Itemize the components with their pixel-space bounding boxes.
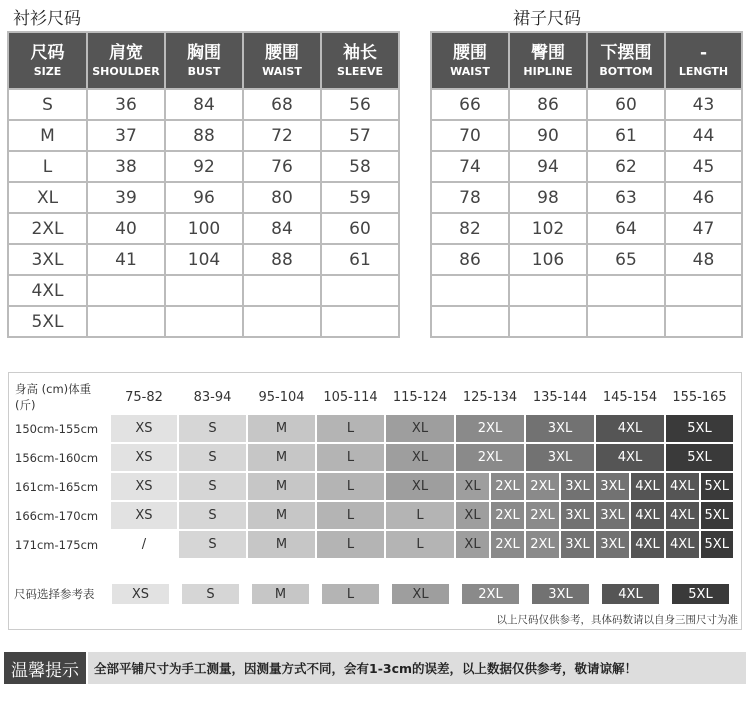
size-option: 2XL <box>526 473 559 500</box>
header-en: HIPLINE <box>523 64 573 78</box>
weight-range-header: 135-144 <box>526 381 594 413</box>
ref-row <box>13 502 733 529</box>
legend-label: 尺码选择参考表 <box>14 587 95 601</box>
size-cell: M <box>248 415 315 442</box>
size-cell: L <box>317 473 384 500</box>
height-weight-reference-table <box>11 379 735 560</box>
header-en: LENGTH <box>678 64 729 78</box>
size-cell <box>456 531 524 558</box>
split-size-cell <box>596 473 664 500</box>
size-cell <box>666 502 733 529</box>
skirt-cell: 98 <box>509 182 587 213</box>
split-size-cell <box>596 502 664 529</box>
skirt-header-cell <box>665 32 742 89</box>
legend-chip: XS <box>112 584 169 604</box>
skirt-size-title: 裙子尺码 <box>513 9 581 29</box>
size-option: 3XL <box>559 473 594 500</box>
size-cell <box>596 502 664 529</box>
shirt-cell: 88 <box>165 120 243 151</box>
size-cell: 2XL <box>456 415 524 442</box>
size-option: 3XL <box>596 531 629 558</box>
size-option: 2XL <box>489 502 524 529</box>
shirt-header-cell <box>321 32 399 89</box>
skirt-cell: 47 <box>665 213 742 244</box>
shirt-cell: 3XL <box>8 244 87 275</box>
shirt-cell: 100 <box>165 213 243 244</box>
shirt-cell <box>165 306 243 337</box>
skirt-cell: 65 <box>587 244 665 275</box>
size-option: 4XL <box>666 473 699 500</box>
size-cell: / <box>111 531 177 558</box>
skirt-row <box>431 306 742 337</box>
size-cell: 3XL <box>526 444 594 471</box>
height-range-label: 161cm-165cm <box>13 473 109 500</box>
size-cell: S <box>179 531 246 558</box>
shirt-cell <box>87 275 165 306</box>
shirt-header-cell <box>8 32 87 89</box>
shirt-cell: 4XL <box>8 275 87 306</box>
skirt-size-table <box>430 31 743 338</box>
skirt-cell: 44 <box>665 120 742 151</box>
size-option: XL <box>456 531 489 558</box>
skirt-cell: 74 <box>431 151 509 182</box>
skirt-header-cell <box>509 32 587 89</box>
shirt-cell: 40 <box>87 213 165 244</box>
shirt-cell: XL <box>8 182 87 213</box>
shirt-cell: 60 <box>321 213 399 244</box>
header-en: BOTTOM <box>599 64 653 78</box>
shirt-size-table <box>7 31 400 338</box>
skirt-cell <box>431 275 509 306</box>
size-cell <box>596 473 664 500</box>
skirt-cell: 90 <box>509 120 587 151</box>
size-option: 3XL <box>559 502 594 529</box>
shirt-cell: 80 <box>243 182 321 213</box>
shirt-row <box>8 151 399 182</box>
skirt-cell <box>509 306 587 337</box>
shirt-cell: 61 <box>321 244 399 275</box>
size-cell: S <box>179 502 246 529</box>
size-cell: 5XL <box>666 415 733 442</box>
skirt-cell: 46 <box>665 182 742 213</box>
shirt-row <box>8 182 399 213</box>
skirt-row <box>431 275 742 306</box>
shirt-cell: 72 <box>243 120 321 151</box>
height-range-label: 166cm-170cm <box>13 502 109 529</box>
shirt-cell <box>165 275 243 306</box>
size-cell: XL <box>386 444 454 471</box>
shirt-cell: 58 <box>321 151 399 182</box>
size-option: 3XL <box>596 502 629 529</box>
skirt-cell: 61 <box>587 120 665 151</box>
size-cell: 4XL <box>596 444 664 471</box>
skirt-cell: 66 <box>431 89 509 120</box>
size-option: 4XL <box>629 502 664 529</box>
weight-range-header: 105-114 <box>317 381 384 413</box>
header-zh: 腰围 <box>265 42 299 63</box>
weight-range-header: 83-94 <box>179 381 246 413</box>
size-cell: M <box>248 473 315 500</box>
size-cell: S <box>179 415 246 442</box>
skirt-row <box>431 182 742 213</box>
size-option: 2XL <box>489 531 524 558</box>
shirt-row <box>8 120 399 151</box>
shirt-row <box>8 244 399 275</box>
shirt-cell: M <box>8 120 87 151</box>
skirt-cell <box>665 306 742 337</box>
shirt-cell <box>87 306 165 337</box>
height-range-label: 150cm-155cm <box>13 415 109 442</box>
size-cell: M <box>248 444 315 471</box>
header-en: WAIST <box>450 64 490 78</box>
size-cell <box>456 502 524 529</box>
size-option: 5XL <box>699 502 734 529</box>
size-cell: XS <box>111 473 177 500</box>
header-zh: 下摆围 <box>600 42 652 63</box>
shirt-cell: L <box>8 151 87 182</box>
size-option: 2XL <box>489 473 524 500</box>
header-zh: 袖长 <box>343 42 377 63</box>
shirt-cell: 104 <box>165 244 243 275</box>
legend-chip: 5XL <box>672 584 729 604</box>
size-cell: 5XL <box>666 444 733 471</box>
size-cell: 2XL <box>456 444 524 471</box>
shirt-cell: 57 <box>321 120 399 151</box>
header-en: SHOULDER <box>92 64 160 78</box>
skirt-cell: 45 <box>665 151 742 182</box>
skirt-cell: 86 <box>509 89 587 120</box>
size-cell: XL <box>386 415 454 442</box>
weight-range-header: 115-124 <box>386 381 454 413</box>
size-option: 4XL <box>629 531 664 558</box>
shirt-cell: 36 <box>87 89 165 120</box>
skirt-cell: 102 <box>509 213 587 244</box>
tip-text: 全部平铺尺寸为手工测量，因测量方式不同，会有1-3cm的误差，以上数据仅供参考，敬请谅解！ <box>88 652 746 684</box>
size-cell: S <box>179 473 246 500</box>
size-cell: XS <box>111 502 177 529</box>
shirt-header-cell <box>243 32 321 89</box>
skirt-header-cell <box>587 32 665 89</box>
skirt-cell <box>587 306 665 337</box>
shirt-row <box>8 275 399 306</box>
shirt-cell: 84 <box>243 213 321 244</box>
shirt-size-title: 衬衫尺码 <box>13 9 81 29</box>
shirt-cell: 84 <box>165 89 243 120</box>
shirt-cell: 5XL <box>8 306 87 337</box>
shirt-cell <box>243 275 321 306</box>
ref-row <box>13 415 733 442</box>
legend-chip: S <box>182 584 239 604</box>
shirt-header-cell <box>87 32 165 89</box>
size-cell: XS <box>111 444 177 471</box>
shirt-cell: 38 <box>87 151 165 182</box>
skirt-row <box>431 151 742 182</box>
ref-header-row <box>13 381 733 413</box>
split-size-cell <box>526 502 594 529</box>
header-en: SLEEVE <box>337 64 383 78</box>
size-cell <box>456 473 524 500</box>
size-cell: 3XL <box>526 415 594 442</box>
size-cell: L <box>317 531 384 558</box>
shirt-cell: 56 <box>321 89 399 120</box>
shirt-row <box>8 89 399 120</box>
weight-range-header: 155-165 <box>666 381 733 413</box>
shirt-row <box>8 213 399 244</box>
skirt-cell <box>431 306 509 337</box>
skirt-row <box>431 213 742 244</box>
skirt-cell <box>587 275 665 306</box>
split-size-cell <box>666 473 733 500</box>
shirt-cell <box>321 306 399 337</box>
size-cell: M <box>248 531 315 558</box>
legend-chip: 2XL <box>462 584 519 604</box>
skirt-cell: 82 <box>431 213 509 244</box>
shirt-cell: 68 <box>243 89 321 120</box>
split-size-cell <box>666 502 733 529</box>
header-zh: 尺码 <box>30 42 65 63</box>
skirt-cell: 43 <box>665 89 742 120</box>
skirt-cell: 106 <box>509 244 587 275</box>
ref-row <box>13 531 733 558</box>
skirt-cell: 86 <box>431 244 509 275</box>
legend-chip: 4XL <box>602 584 659 604</box>
size-cell <box>666 473 733 500</box>
size-option: XL <box>456 502 489 529</box>
skirt-cell: 78 <box>431 182 509 213</box>
size-legend <box>14 583 742 605</box>
skirt-row <box>431 120 742 151</box>
height-range-label: 156cm-160cm <box>13 444 109 471</box>
tip-tag: 温馨提示 <box>4 652 86 684</box>
shirt-cell: 76 <box>243 151 321 182</box>
shirt-cell: 39 <box>87 182 165 213</box>
header-en: WAIST <box>262 64 302 78</box>
shirt-cell: S <box>8 89 87 120</box>
size-cell: XL <box>386 473 454 500</box>
shirt-cell: 2XL <box>8 213 87 244</box>
split-size-cell <box>456 502 524 529</box>
shirt-cell: 59 <box>321 182 399 213</box>
skirt-cell <box>509 275 587 306</box>
reference-note: 以上尺码仅供参考，具体码数请以自身三围尺寸为准 <box>496 614 738 626</box>
size-option: 4XL <box>629 473 664 500</box>
shirt-cell: 37 <box>87 120 165 151</box>
size-cell: L <box>317 415 384 442</box>
size-cell: L <box>317 444 384 471</box>
size-cell: S <box>179 444 246 471</box>
size-cell: 4XL <box>596 415 664 442</box>
size-option: 2XL <box>526 502 559 529</box>
size-option: 3XL <box>559 531 594 558</box>
split-size-cell <box>526 473 594 500</box>
legend-chip: 3XL <box>532 584 589 604</box>
header-en: SIZE <box>33 64 62 78</box>
skirt-cell: 64 <box>587 213 665 244</box>
weight-range-header: 145-154 <box>596 381 664 413</box>
shirt-cell: 92 <box>165 151 243 182</box>
header-zh: 胸围 <box>187 42 221 63</box>
shirt-cell <box>243 306 321 337</box>
split-size-cell <box>456 531 524 558</box>
skirt-cell: 63 <box>587 182 665 213</box>
legend-chip: L <box>322 584 379 604</box>
size-cell <box>526 502 594 529</box>
skirt-cell: 62 <box>587 151 665 182</box>
split-size-cell <box>456 473 524 500</box>
weight-range-header: 95-104 <box>248 381 315 413</box>
shirt-cell: 41 <box>87 244 165 275</box>
size-option: 5XL <box>699 531 734 558</box>
header-zh: 肩宽 <box>109 42 143 63</box>
size-option: XL <box>456 473 489 500</box>
skirt-cell: 60 <box>587 89 665 120</box>
header-en: BUST <box>187 64 221 78</box>
size-cell <box>666 531 733 558</box>
size-option: 5XL <box>699 473 734 500</box>
ref-row <box>13 444 733 471</box>
ref-row <box>13 473 733 500</box>
split-size-cell <box>666 531 733 558</box>
split-size-cell <box>596 531 664 558</box>
size-cell: M <box>248 502 315 529</box>
shirt-cell: 88 <box>243 244 321 275</box>
skirt-header-cell <box>431 32 509 89</box>
size-option: 2XL <box>526 531 559 558</box>
size-cell <box>596 531 664 558</box>
size-cell <box>526 531 594 558</box>
shirt-cell <box>321 275 399 306</box>
size-cell <box>526 473 594 500</box>
header-zh: 腰围 <box>453 42 487 63</box>
shirt-header-cell <box>165 32 243 89</box>
ref-corner-label: 身高 (cm)体重(斤) <box>13 381 109 413</box>
skirt-cell: 70 <box>431 120 509 151</box>
skirt-row <box>431 89 742 120</box>
weight-range-header: 125-134 <box>456 381 524 413</box>
legend-chip: M <box>252 584 309 604</box>
skirt-cell: 94 <box>509 151 587 182</box>
size-cell: XS <box>111 415 177 442</box>
shirt-row <box>8 306 399 337</box>
legend-chip: XL <box>392 584 449 604</box>
size-option: 4XL <box>666 531 699 558</box>
size-cell: L <box>386 531 454 558</box>
size-option: 4XL <box>666 502 699 529</box>
skirt-cell <box>665 275 742 306</box>
size-cell: L <box>317 502 384 529</box>
size-option: 3XL <box>596 473 629 500</box>
skirt-row <box>431 244 742 275</box>
size-cell: L <box>386 502 454 529</box>
header-zh: 臀围 <box>531 42 565 63</box>
height-range-label: 171cm-175cm <box>13 531 109 558</box>
split-size-cell <box>526 531 594 558</box>
header-zh: - <box>699 42 708 63</box>
shirt-cell: 96 <box>165 182 243 213</box>
weight-range-header: 75-82 <box>111 381 177 413</box>
skirt-cell: 48 <box>665 244 742 275</box>
